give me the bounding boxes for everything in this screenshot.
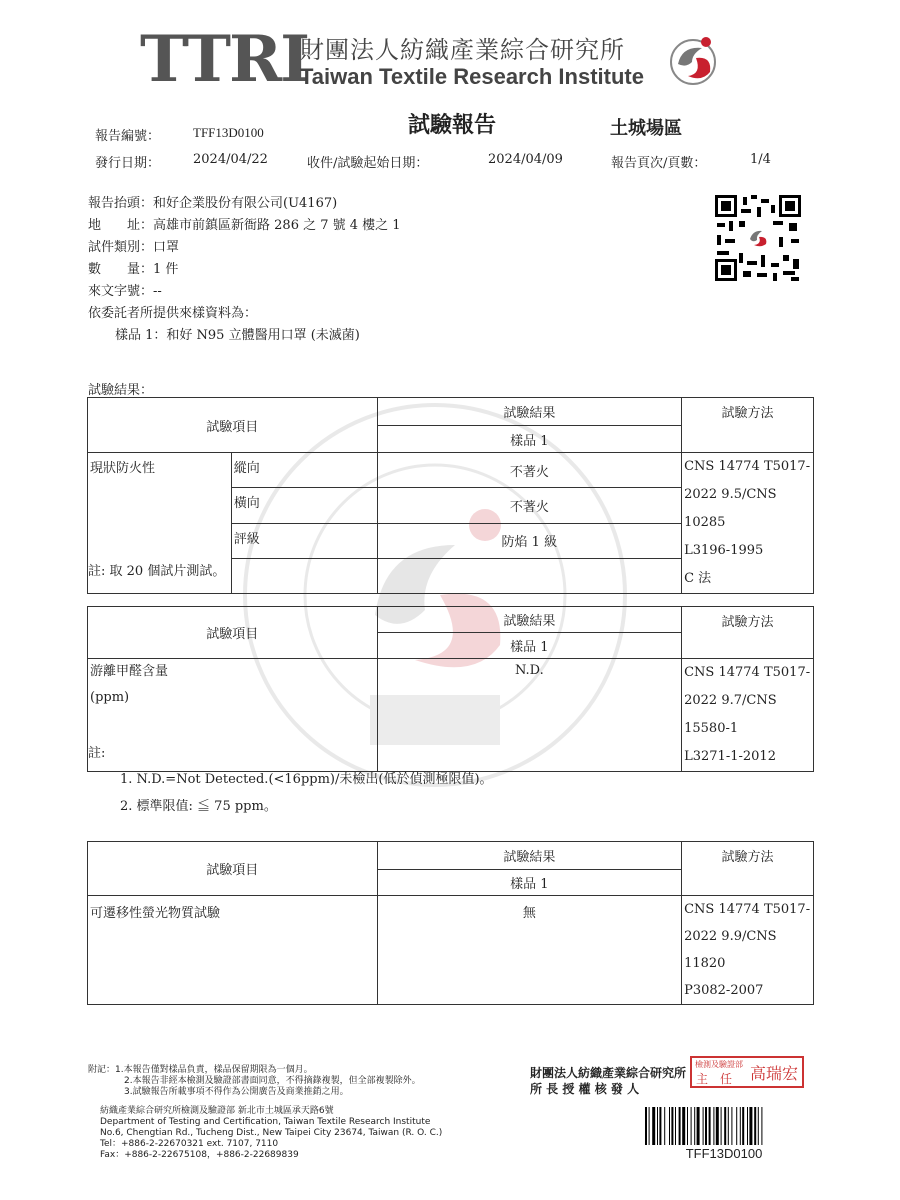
header-test-result: 試驗結果 <box>377 842 682 870</box>
header-sample: 樣品 1 <box>377 870 682 896</box>
header-test-result: 試驗結果 <box>377 398 682 426</box>
barcode-number: TFF13D0100 <box>685 1146 763 1161</box>
result-transverse: 不著火 <box>377 488 682 523</box>
result-rating: 防焰 1 級 <box>377 523 682 558</box>
footer-fax: Fax：+886-2-22675108，+886-2-22689839 <box>100 1150 299 1160</box>
direction-longitudinal: 縱向 <box>231 453 377 488</box>
item-unit: (ppm) <box>90 690 130 705</box>
header-test-item: 試驗項目 <box>88 398 378 453</box>
quantity-row <box>88 259 401 281</box>
header-test-method: 試驗方法 <box>682 842 814 896</box>
table2-note-2: 2. 標準限值: ≦ 75 ppm。 <box>120 799 277 814</box>
method-line: L3196-1995 <box>684 543 764 558</box>
footer-dept-zh: 紡織產業綜合研究所檢測及驗證部 新北市土城區承天路6號 <box>100 1106 334 1116</box>
sample-1: 樣品 1：和好 N95 立體醫用口罩 (未滅菌) <box>115 328 360 343</box>
sign-org: 財團法人紡織產業綜合研究所 <box>530 1066 687 1080</box>
result-formaldehyde: N.D. <box>377 659 682 772</box>
reference-no: 來文字號：-- <box>88 284 162 299</box>
category: 試件類別：口罩 <box>88 240 180 255</box>
fluorescent-table <box>87 841 814 1005</box>
header-test-item: 試驗項目 <box>88 607 378 659</box>
footer-tel: Tel：+886-2-22670321 ext. 7107, 7110 <box>100 1139 279 1149</box>
received-date-label: 收件/試驗起始日期： <box>307 156 429 171</box>
method-line: L3271-1-2012 <box>684 749 776 764</box>
qr-code-icon <box>713 193 803 283</box>
site-name: 土城場區 <box>610 118 682 139</box>
sign-title: 所 長 授 權 核 發 人 <box>530 1082 640 1096</box>
org-name-zh: 財團法人紡織產業綜合研究所 <box>300 36 625 64</box>
method-flammability <box>682 453 814 594</box>
method-line: 2022 9.5/CNS 10285 <box>684 487 777 530</box>
footer-remark-1: 附記：1.本報告僅對樣品負責，樣品保留期限為一個月。 <box>88 1065 313 1075</box>
signature-seal <box>690 1056 804 1088</box>
ttri-logo: TTRI <box>140 22 309 97</box>
result-longitudinal: 不著火 <box>377 453 682 488</box>
item-name: 游離甲醛含量 <box>90 664 169 679</box>
formaldehyde-table <box>87 606 814 772</box>
document-title: 試驗報告 <box>408 113 497 138</box>
address-label: 地 址： <box>88 218 154 233</box>
method-formaldehyde <box>682 659 814 772</box>
method-line: P3082-2007 <box>684 983 764 998</box>
table1-note: 註: 取 20 個試片測試。 <box>88 564 226 579</box>
issue-date-label: 發行日期： <box>95 156 161 171</box>
barcode-icon <box>643 1107 805 1145</box>
received-date: 2024/04/09 <box>488 152 563 167</box>
header-sample: 樣品 1 <box>377 426 682 453</box>
footer-remark-2: 2.本報告非經本檢測及驗證部書面同意，不得摘錄複製，但全部複製除外。 <box>124 1076 421 1086</box>
empty-cell <box>231 558 377 593</box>
ttri-emblem-icon <box>662 28 724 90</box>
org-name-en: Taiwan Textile Research Institute <box>300 64 644 89</box>
table2-note-label: 註: <box>88 746 106 761</box>
method-line: CNS 14774 T5017- <box>684 459 811 474</box>
quantity-label: 數 量： <box>88 262 154 277</box>
address: 高雄市前鎮區新衙路 286 之 7 號 4 樓之 1 <box>153 218 401 233</box>
header-test-item: 試驗項目 <box>88 842 378 896</box>
empty-cell <box>377 558 682 593</box>
quantity: 1 件 <box>153 262 179 277</box>
results-label: 試驗結果： <box>88 383 154 398</box>
header-test-method: 試驗方法 <box>682 607 814 659</box>
address-row <box>88 215 401 237</box>
header-sample: 樣品 1 <box>377 633 682 659</box>
sample-intro: 依委託者所提供來樣資料為： <box>88 306 258 321</box>
test-item-fluorescent: 可遷移性螢光物質試驗 <box>88 896 378 1005</box>
page-number: 1/4 <box>750 152 771 167</box>
test-item-formaldehyde <box>88 659 378 772</box>
seal-title: 主 任 <box>696 1072 733 1086</box>
applicant-info <box>88 193 401 347</box>
method-line: 2022 9.7/CNS 15580-1 <box>684 693 777 736</box>
report-no: TFF13D0100 <box>193 125 264 140</box>
table2-note-1: 1. N.D.=Not Detected.(<16ppm)/未檢出(低於偵測極限值)。 <box>120 772 493 787</box>
result-fluorescent: 無 <box>377 896 682 1005</box>
header-test-method: 試驗方法 <box>682 398 814 453</box>
seal-name: 高瑞宏 <box>750 1064 799 1083</box>
header-test-result: 試驗結果 <box>377 607 682 633</box>
report-no-label: 報告編號： <box>95 129 161 144</box>
test-item-flammability: 現狀防火性 <box>88 453 232 594</box>
method-fluorescent <box>682 896 814 1005</box>
method-line: C 法 <box>684 571 712 586</box>
rating-label: 評級 <box>231 523 377 558</box>
seal-dept: 檢測及驗證部 <box>695 1060 743 1069</box>
issue-date: 2024/04/22 <box>193 152 268 167</box>
authorized-signatory <box>530 1065 686 1097</box>
footer-remark-3: 3.試驗報告所載事項不得作為公開廣告及商業推銷之用。 <box>124 1087 349 1097</box>
method-line: CNS 14774 T5017- <box>684 665 811 680</box>
footer-address: No.6, Chengtian Rd., Tucheng Dist., New Taipei City 23674, Taiwan (R. O. C.) <box>100 1128 443 1138</box>
direction-transverse: 橫向 <box>231 488 377 523</box>
method-line: CNS 14774 T5017- <box>684 902 811 917</box>
footer-dept-en: Department of Testing and Certification, Taiwan Textile Research Institute <box>100 1117 431 1127</box>
page-label: 報告頁次/頁數： <box>611 156 707 171</box>
applicant: 報告抬頭：和好企業股份有限公司(U4167) <box>88 196 338 211</box>
method-line: 2022 9.9/CNS 11820 <box>684 929 777 971</box>
